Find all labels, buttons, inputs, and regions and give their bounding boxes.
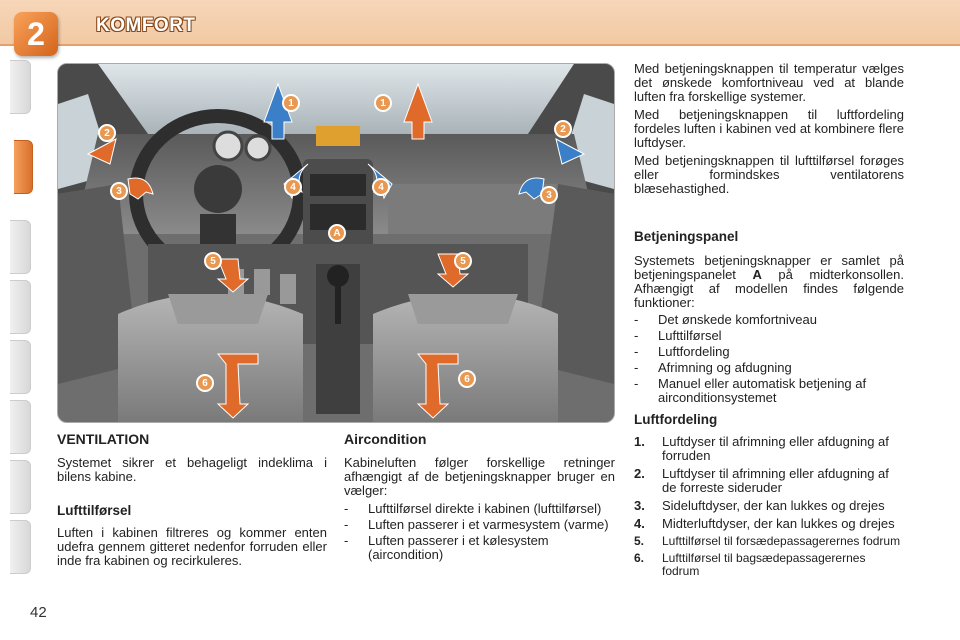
middle-column [344,432,615,564]
page-title: KOMFORT [96,15,196,36]
chapter-tab-6[interactable] [10,400,31,454]
aircondition-heading: Aircondition [344,431,427,447]
right-column [634,62,904,582]
ventilation-heading: VENTILATION [57,431,150,447]
car-interior-illustration [57,63,615,423]
list-item: - Afrimning og afdugning [634,360,792,375]
interior-svg [58,64,614,422]
callout-3-right: 3 [540,186,558,204]
luftfordeling-list [634,435,904,578]
list-item: 6. Lufttilførsel til bagsædepassagerernes fodrum [634,551,866,578]
callout-1-right: 1 [374,94,392,112]
list-item: - Manuel eller automatisk betjening af airconditionsystemet [634,376,867,405]
chapter-tab-8[interactable] [10,520,31,574]
chapter-tab-4[interactable] [10,280,31,334]
list-item: 1. Luftdyser til afrimning eller afdugning af forruden [634,434,889,463]
list-item: - Lufttilførsel [634,328,722,343]
lufttilforsel-heading: Lufttilførsel [57,503,132,518]
callout-5-right: 5 [454,252,472,270]
chapter-tab-2-active[interactable] [14,140,33,194]
list-item: - Luften passerer i et varmesystem (varme) [344,517,609,532]
callout-5-left: 5 [204,252,222,270]
chapter-tab-1[interactable] [10,60,31,114]
list-item: - Luftfordeling [634,344,730,359]
callout-1-left: 1 [282,94,300,112]
list-item: 4. Midterluftdyser, der kan lukkes og drejes [634,516,895,531]
callout-A: A [328,224,346,242]
chapter-number: 2 [27,15,45,52]
list-item: - Lufttilførsel direkte i kabinen (lufttilførsel) [344,501,602,516]
list-item: - Det ønskede komfortniveau [634,312,817,327]
intro-paragraph-2: Med betjeningsknappen til luftfordeling fordeles luften i kabinen ved at kombinere flere luftdyser. [634,107,904,150]
callout-2-left: 2 [98,124,116,142]
lufttilforsel-text: Luften i kabinen filtreres og kommer enten udefra gennem gitteret nedenfor forruden eller inde fra kabinen og recirkuleres. [57,525,327,568]
chapter-tabs [0,60,32,580]
chapter-tab-7[interactable] [10,460,31,514]
betjeningspanel-heading: Betjeningspanel [634,229,739,244]
intro-paragraph-1: Med betjeningsknappen til temperatur vælges det ønskede komfortniveau ved at blande luften fra forskellige systemer. [634,61,904,104]
header-divider [0,44,960,46]
luftfordeling-heading: Luftfordeling [634,412,718,427]
callout-6-left: 6 [196,374,214,392]
chapter-tab-3[interactable] [10,220,31,274]
callout-3-left: 3 [110,182,128,200]
betjeningspanel-text: Systemets betjeningsknapper er samlet på betjeningspanelet A på midterkonsollen. Afhængigt af modellen findes følgende funktioner: [634,253,904,310]
left-column [57,432,327,568]
page-number: 42 [30,604,47,621]
list-item: 5. Lufttilførsel til forsædepassagerernes fodrum [634,534,901,548]
callout-4-right: 4 [372,178,390,196]
callout-2-right: 2 [554,120,572,138]
chapter-tab-5[interactable] [10,340,31,394]
list-item: - Luften passerer i et kølesystem (aircondition) [344,533,549,562]
aircondition-text: Kabineluften følger forskellige retninger afhængigt af de betjeningsknapper bruger en vælger: [344,455,615,498]
list-item: 3. Sideluftdyser, der kan lukkes og drejes [634,498,885,513]
callout-6-right: 6 [458,370,476,388]
list-item: 2. Luftdyser til afrimning eller afdugning af de forreste sideruder [634,466,889,495]
aircondition-list [344,502,615,562]
ventilation-text: Systemet sikrer et behageligt indeklima i bilens kabine. [57,455,327,484]
intro-paragraph-3: Med betjeningsknappen til lufttilførsel forøges eller formindskes ventilatorens blæsehastighed. [634,153,904,196]
callout-4-left: 4 [284,178,302,196]
betjeningspanel-list [634,313,904,405]
chapter-number-badge [14,12,58,56]
